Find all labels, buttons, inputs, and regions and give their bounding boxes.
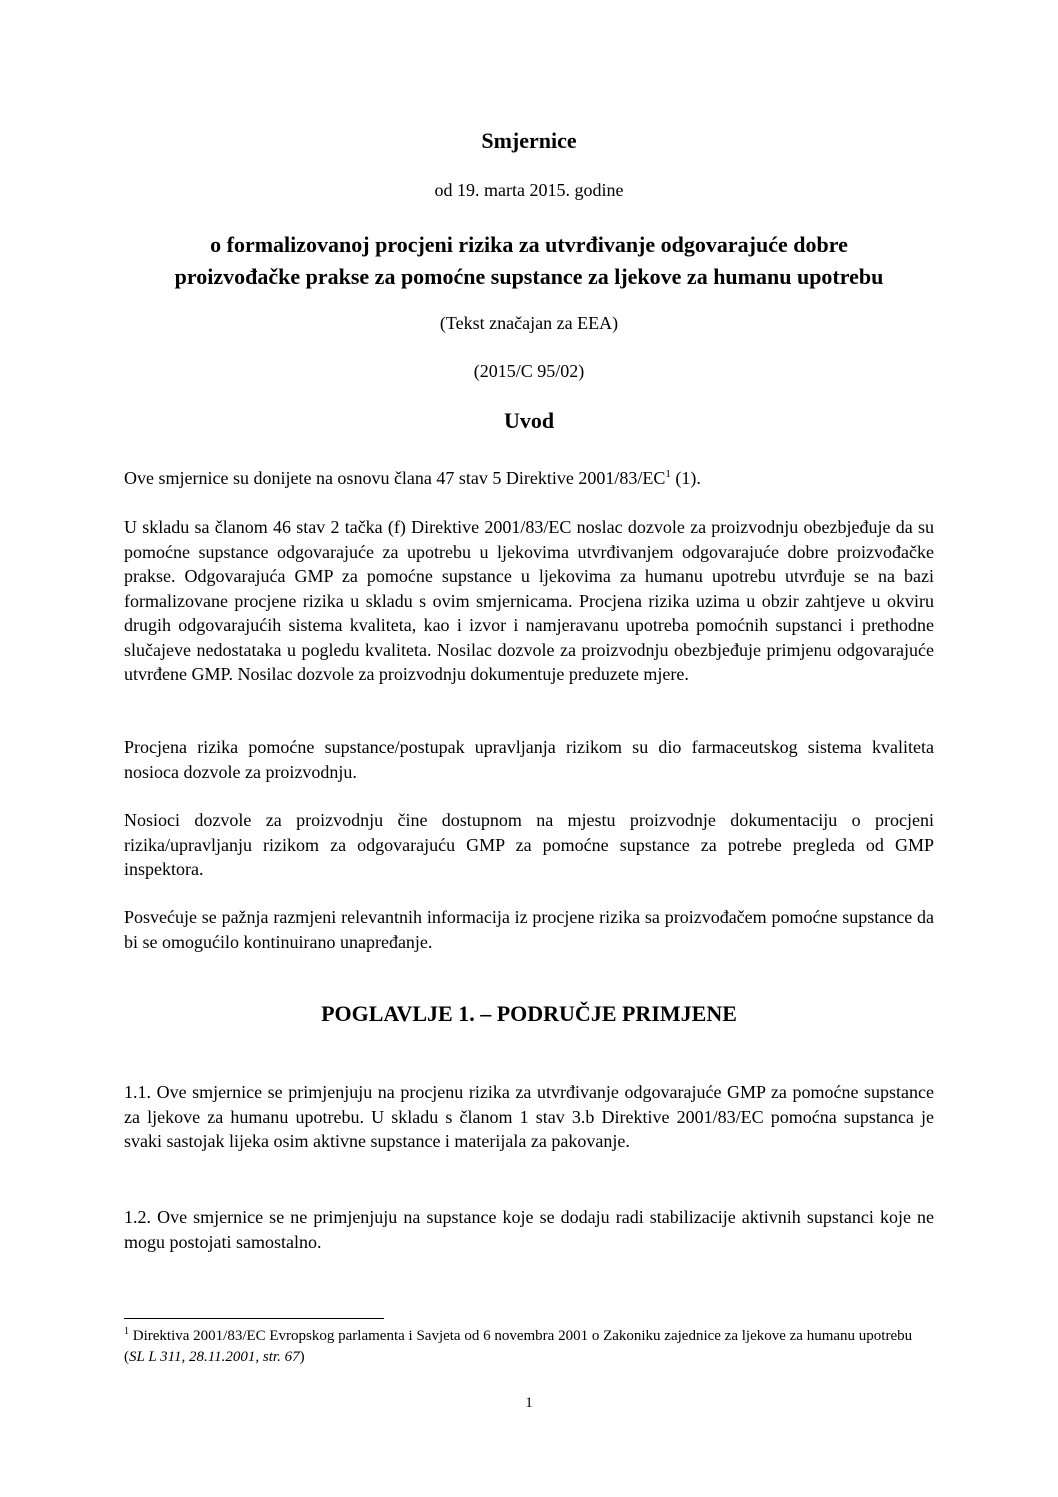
document-subject [0, 229, 1058, 293]
chapter-1-paragraph: 1.2. Ove smjernice se ne primjenjuju na supstance koje se dodaju radi stabilizacije aktivnih supstanci koje ne mogu postojati samostalno. [124, 1207, 934, 1252]
footnote-mark: 1 [124, 1326, 129, 1337]
footnote-closing: ) [299, 1349, 305, 1365]
intro-paragraph: Posvećuje se pažnja razmjeni relevantnih informacija iz procjene rizika sa proizvođačem pomoćne supstance da bi se omogućilo kontinuirano unapređanje. [124, 907, 934, 952]
footnote-reference-mark[interactable]: 1 [665, 468, 671, 480]
page-number: 1 [525, 1395, 533, 1411]
chapter-1-paragraph: 1.1. Ove smjernice se primjenjuju na procjenu rizika za utvrđivanje odgovarajuće GMP za pomoćne supstance za ljekove za humanu upotrebu. U skladu s članom 1 stav 3.b Direktive 2001/83/EC pomoćna supstanca je svaki sastojak lijeka osim aktivne supstance i materijala za pakovanje. [124, 1082, 934, 1151]
intro-paragraph: Nosioci dozvole za proizvodnju čine dostupnom na mjestu proizvodnje dokumentaciju o procjeni rizika/upravljanju rizikom za odgovarajuću GMP za pomoćne supstance za potrebe pregleda od GMP inspektora. [124, 810, 934, 879]
document-subject-line-1: o formalizovanoj procjeni rizika za utvrđivanje odgovarajuće dobre [210, 232, 848, 257]
document-date: od 19. marta 2015. godine [434, 180, 624, 200]
chapter-1-heading: POGLAVLJE 1. – PODRUČJE PRIMJENE [321, 1001, 737, 1026]
footnote-text: Direktiva 2001/83/EC Evropskog parlamenta i Savjeta od 6 novembra 2001 o Zakoniku zajednice za ljekove za humanu upotrebu ( [124, 1328, 913, 1365]
intro-first-text: Ove smjernice su donijete na osnovu člana 47 stav 5 Direktive 2001/83/EC [124, 468, 666, 488]
document-subject-line-2: proizvođačke prakse za pomoćne supstance za ljekove za humanu upotrebu [174, 264, 884, 289]
intro-paragraph: Procjena rizika pomoćne supstance/postupak upravljanja rizikom su dio farmaceutskog sistema kvaliteta nosioca dozvole za proizvodnju. [124, 737, 934, 782]
footnote-citation: SL L 311, 28.11.2001, str. 67 [129, 1349, 300, 1365]
eea-relevance-note: (Tekst značajan za EEA) [439, 313, 619, 333]
intro-paragraph: U skladu sa članom 46 stav 2 tačka (f) Direktive 2001/83/EC noslac dozvole za proizvodnju obezbjeđuje da su pomoćne supstance odgovarajuće za upotrebu u ljekovima utvrđivanjem odgovarajuće dobre proizvođačke prakse. Odgovarajuća GMP za pomoćne supstance u ljekovima za humanu upotrebu utvrđuje se na bazi formalizovane procjene rizika u skladu s ovim smjernicama. Procjena rizika uzima u obzir zahtjeve u okviru drugih odgovarajućih sistema kvaliteta, kao i izvor i namjeravanu upotreba pomoćnih supstanci i prethodne slučajeve nedostataka u pogledu kvaliteta. Nosilac dozvole za proizvodnju obezbjeđuje primjenu odgovarajuće utvrđene GMP. Nosilac dozvole za proizvodnju dokumentuje preduzete mjere. [124, 517, 934, 684]
intro-heading: Uvod [503, 408, 555, 433]
document-reference: (2015/C 95/02) [473, 361, 585, 381]
intro-first-text-end: (1). [670, 468, 701, 488]
footnote [124, 1326, 934, 1368]
footnote-separator [124, 1318, 384, 1319]
intro-first-paragraph [124, 466, 934, 491]
document-title: Smjernice [481, 128, 577, 153]
